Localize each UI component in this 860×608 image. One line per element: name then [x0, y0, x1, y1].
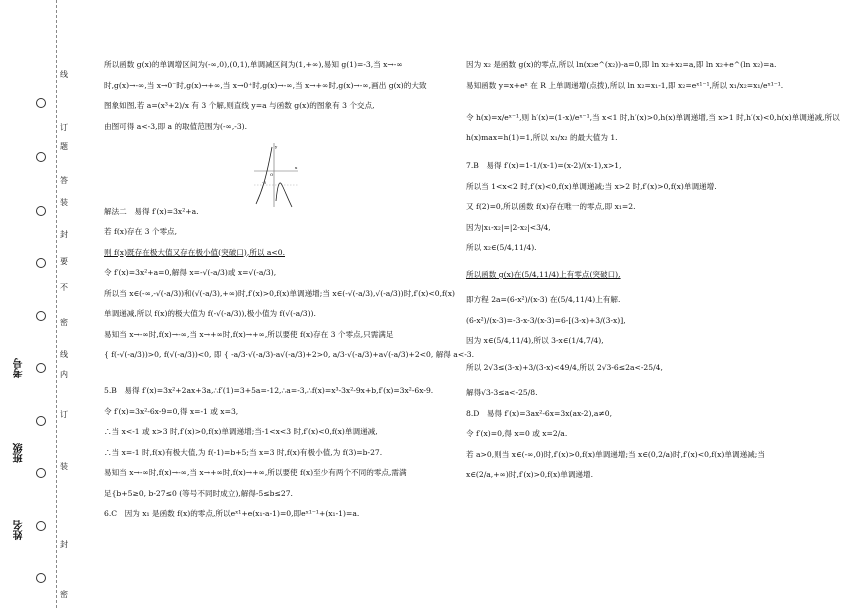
answer-7: 7.B 易得 f′(x)=1-1/(x-1)=(x-2)/(x-1),x>1,	[466, 161, 622, 170]
cut-line	[56, 0, 57, 608]
text-line: ∴当 x<-1 或 x>3 时,f′(x)>0,f(x)单调递增;当-1<x<3 时,f′(x)<0,f(x)单调递减,	[104, 427, 378, 436]
text-line: 则 f(x)既存在极大值又存在极小值(突破口),所以 a<0.	[104, 247, 286, 257]
name-label: 姓名	[14, 520, 25, 540]
exam-number-label: 考号	[14, 358, 25, 378]
cut-mark: 要	[60, 257, 68, 266]
cut-mark: 订	[60, 123, 68, 132]
cut-mark: 装	[60, 462, 68, 471]
cut-mark: 封	[60, 540, 68, 549]
binding-margin	[0, 0, 92, 608]
cut-mark: 内	[60, 370, 68, 379]
punch-hole	[36, 416, 46, 426]
left-column	[104, 60, 475, 530]
text-line: 图象如图,若 a=(x³+2)/x 有 3 个解,则直线 y=a 与函数 g(x)的图象有 3 个交点,	[104, 101, 375, 110]
text-line: 时,g(x)→-∞,当 x→0⁻时,g(x)→+∞,当 x→0⁺时,g(x)→-∞,当 x→+∞时,g(x)→-∞,画出 g(x)的大致	[104, 80, 427, 90]
text-line: 所以函数 g(x)的单调增区间为(-∞,0),(0,1),单调减区间为(1,+∞),易知 g(1)=-3,当 x→-∞	[104, 60, 403, 69]
origin-label: O	[270, 172, 274, 177]
function-graph-figure	[252, 141, 300, 209]
cut-mark: 线	[60, 350, 68, 359]
solution-heading: 解法二 易得 f′(x)=3x²+a.	[104, 206, 199, 216]
cut-mark: 题	[60, 142, 68, 151]
text-line: 所以函数 g(x)在(5/4,11/4)上有零点(突破口),	[466, 270, 621, 279]
cut-mark: 不	[60, 283, 68, 292]
punch-hole	[36, 152, 46, 162]
value-label: -3	[262, 180, 266, 185]
text-line: h(x)max=h(1)=1,所以 x₁/x₂ 的最大值为 1.	[466, 133, 618, 142]
text-line: 因为|x₁-x₂|=|2-x₂|<3/4,	[466, 222, 551, 232]
text-line: 易知当 x→-∞时,f(x)→-∞,当 x→+∞时,f(x)→+∞,所以要使 f(x)存在 3 个零点,只需满足	[104, 329, 394, 339]
cut-mark: 答	[60, 176, 68, 185]
text-line: 易知函数 y=x+eˣ 在 R 上单调递增(点拨),所以 ln x₂=x₁-1,即 x₂=eˣ¹⁻¹,所以 x₁/x₂=x₁/eˣ¹⁻¹.	[466, 80, 784, 90]
x-axis-label: x	[295, 165, 298, 170]
text-line: 即方程 2a=(6-x²)/(x-3) 在(5/4,11/4)上有解.	[466, 295, 621, 304]
punch-hole	[36, 521, 46, 531]
right-column	[466, 60, 851, 491]
text-line: 足{b+5≥0, b-27≤0 (等号不同时成立),解得-5≤b≤27.	[104, 488, 293, 498]
text-line: x∈(2/a,+∞)时,f′(x)>0,f(x)单调递增.	[466, 470, 594, 479]
answer-6: 6.C 因为 x₁ 是函数 f(x)的零点,所以eˣ¹+e(x₁-a-1)=0,即eˣ¹⁻¹+(x₁-1)=a.	[104, 509, 360, 518]
punch-hole	[36, 98, 46, 108]
punch-hole	[36, 206, 46, 216]
answer-5: 5.B 易得 f′(x)=3x²+2ax+3a,∴f′(1)=3+5a=-12,∴a=-3,∴f(x)=x³-3x²-9x+b,f′(x)=3x²-6x-9.	[104, 386, 434, 395]
punch-hole	[36, 573, 46, 583]
punch-hole	[36, 258, 46, 268]
text-line: 令 h(x)=x/eˣ⁻¹,则 h′(x)=(1-x)/eˣ⁻¹,当 x<1 时,h′(x)>0,h(x)单调递增,当 x>1 时,h′(x)<0,h(x)单调递减,所以	[466, 112, 840, 122]
class-label: 班级	[14, 443, 25, 463]
text-line: ∴当 x=-1 时,f(x)有极大值,为 f(-1)=b+5;当 x=3 时,f(x)有极小值,为 f(3)=b-27.	[104, 447, 383, 457]
text-line: 令 f′(x)=0,得 x=0 或 x=2/a.	[466, 429, 568, 438]
cut-mark: 封	[60, 230, 68, 239]
text-line: (6-x²)/(x-3)=-3-x-3/(x-3)=6-[(3-x)+3/(3-x)],	[466, 315, 626, 325]
text-line: 由图可得 a<-3,即 a 的取值范围为(-∞,-3).	[104, 121, 248, 131]
text-line: 所以当 x∈(-∞,-√(-a/3))和(√(-a/3),+∞)时,f′(x)>0,f(x)单调递增;当 x∈(-√(-a/3),√(-a/3))时,f′(x)<0,f(x)	[104, 288, 456, 298]
equation-system: { f(-√(-a/3))>0, f(√(-a/3))<0, 即 { -a/3·√(-a/3)-a√(-a/3)+2>0, a/3·√(-a/3)+a√(-a/3)+2<0, 解得 a<-3.	[104, 350, 475, 359]
text-line: 所以 2√3≤(3-x)+3/(3-x)<49/4,所以 2√3-6≤2a<-25/4,	[466, 363, 663, 372]
punch-hole	[36, 311, 46, 321]
text-line: 若 a>0,则当 x∈(-∞,0)时,f′(x)>0,f(x)单调递增;当 x∈(0,2/a)时,f′(x)<0,f(x)单调递减;当	[466, 449, 765, 459]
punch-hole	[36, 363, 46, 373]
text-line: 因为 x₂ 是函数 g(x)的零点,所以 ln(x₂e^(x₂))-a=0,即 ln x₂+x₂=a,即 ln x₂+e^(ln x₂)=a.	[466, 60, 777, 69]
text-line: 令 f′(x)=3x²+a=0,解得 x=-√(-a/3)或 x=√(-a/3),	[104, 268, 277, 277]
text-line: 所以当 1<x<2 时,f′(x)<0,f(x)单调递减;当 x>2 时,f′(x)>0,f(x)单调递增.	[466, 181, 717, 191]
y-axis-label: y	[275, 144, 278, 149]
text-line: 解得√3-3≤a<-25/8.	[466, 388, 538, 397]
cut-mark: 密	[60, 590, 68, 599]
text-line: 易知当 x→-∞时,f(x)→-∞,当 x→+∞时,f(x)→+∞,所以要使 f(x)至少有两个不同的零点,需满	[104, 468, 407, 477]
cut-mark: 订	[60, 410, 68, 419]
text-line: 令 f′(x)=3x²-6x-9=0,得 x=-1 或 x=3,	[104, 406, 239, 416]
answer-8: 8.D 易得 f′(x)=3ax²-6x=3x(ax-2),a≠0,	[466, 408, 613, 418]
cut-mark: 装	[60, 198, 68, 207]
text-line: 所以 x₂∈(5/4,11/4).	[466, 243, 537, 252]
text-line: 因为 x∈(5/4,11/4),所以 3-x∈(1/4,7/4),	[466, 336, 604, 345]
cut-mark: 线	[60, 70, 68, 79]
text-line: 单调递减,所以 f(x)的极大值为 f(-√(-a/3)),极小值为 f(√(-a/3)).	[104, 309, 316, 318]
cut-mark: 密	[60, 318, 68, 327]
text-line: 若 f(x)存在 3 个零点,	[104, 227, 178, 236]
text-line: 又 f(2)=0,所以函数 f(x)存在唯一的零点,即 x₁=2.	[466, 202, 636, 211]
punch-hole	[36, 468, 46, 478]
